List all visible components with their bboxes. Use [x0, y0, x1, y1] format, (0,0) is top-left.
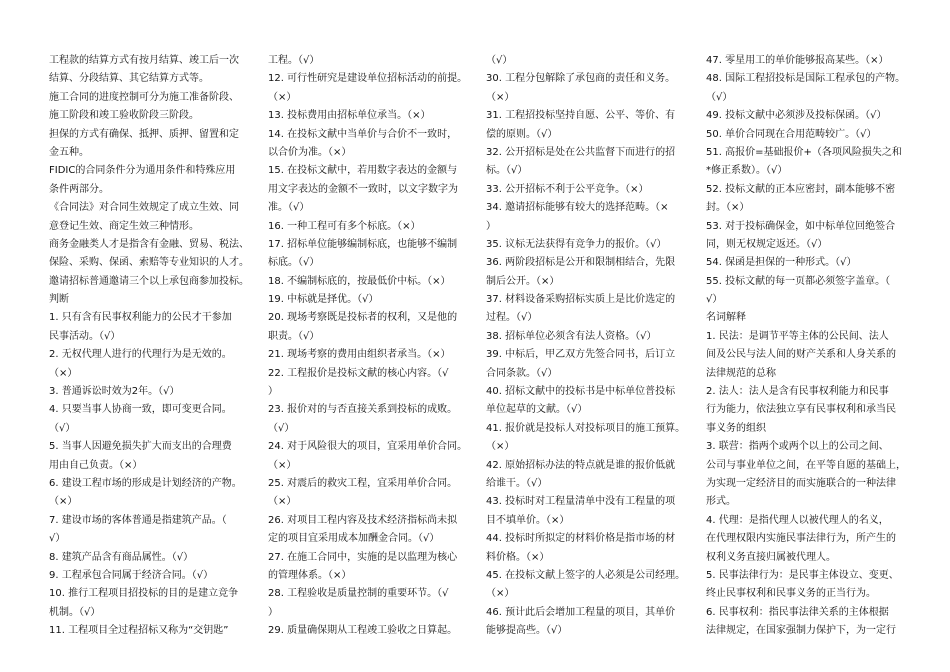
text-line: 在代理权限内实施民事法律行为，所产生的: [706, 533, 896, 545]
text-line: 1. 民法：是调节平等主体的公民间、法人: [706, 330, 889, 342]
text-line: √）: [49, 533, 66, 545]
text-line: 封。（×）: [706, 202, 750, 214]
text-line: 21. 现场考察的费用由组织者承当。（×）: [268, 349, 451, 361]
text-line: 1. 只有含有民事权利能力的公民才干参加: [49, 312, 232, 324]
text-line: 工程。（√）: [268, 55, 320, 66]
text-line: 目不填单价。（×）: [486, 514, 570, 526]
text-line: 3. 普通诉讼时效为2年。（√）: [49, 386, 180, 398]
text-line: 9. 工程承包合同属于经济合同。（√）: [49, 569, 214, 581]
text-line: 10. 推行工程项目招投标的目的是建立竞争: [49, 588, 239, 600]
text-column-2: [268, 52, 474, 641]
text-line: 间及公民与法人间的财产关系和人身关系的: [706, 349, 896, 361]
text-line: 意登记生效、商定生效三种情形。: [49, 220, 199, 232]
text-line: 施工合同的进度控制可分为施工准备阶段、: [49, 91, 239, 103]
text-line: 37. 材料设备采购招标实质上是比价选定的: [486, 294, 676, 306]
text-line: （×）: [486, 588, 515, 600]
text-line: 为实现一定经济目的而实施联合的一种法律: [706, 477, 896, 489]
text-line: *修正系数）。（√）: [706, 165, 788, 177]
text-line: 过程。（√）: [486, 312, 538, 324]
text-line: 标。（√）: [486, 165, 528, 177]
text-line: 给谁干。（√）: [486, 477, 548, 489]
text-line: 的管理体系。（×）: [268, 569, 352, 581]
text-line: 施工阶段和竣工验收阶段三阶段。: [49, 110, 199, 122]
text-line: 2. 法人：法人是含有民事权利能力和民事: [706, 386, 889, 398]
text-line: 11. 工程项目全过程招标又称为“交钥匙”: [49, 625, 229, 637]
text-column-4: [706, 52, 912, 641]
text-line: 商务金融类人才是指含有金融、贸易、税法、: [49, 238, 249, 250]
text-line: 27. 在施工合同中，实施的是以监理为核心: [268, 551, 458, 563]
text-line: 终止民事权利和民事义务的正当行为。: [706, 588, 876, 600]
text-line: 用文字表达的金额不一致时，以文字数字为: [268, 183, 458, 195]
text-line: 25. 对震后的救灾工程，宜采用单价合同。: [268, 477, 458, 489]
text-line: 结算、分段结算、其它结算方式等。: [49, 73, 209, 85]
text-line: 权利义务直接归属被代理人。: [706, 551, 836, 563]
text-line: 形式。: [706, 496, 736, 508]
text-line: 偿的原则。（√）: [486, 128, 558, 140]
text-line: 6. 建设工程市场的形成是计划经济的产物。: [49, 477, 242, 489]
text-column-3: [486, 52, 692, 641]
text-line: 单位起草的文献。（√）: [486, 404, 588, 416]
text-line: 49. 投标文献中必须涉及投标保函。（√）: [706, 110, 887, 122]
text-line: 24. 对于风险很大的项目，宜采用单价合同。: [268, 441, 468, 453]
text-line: （√）: [706, 91, 733, 103]
text-line: （√）: [486, 55, 513, 66]
text-line: 44. 投标时所拟定的材料价格是指市场的材: [486, 533, 676, 545]
text-line: 38. 招标单位必须含有法人资格。（√）: [486, 330, 657, 342]
text-line: 定的项目宜采用成本加酬金合同。（√）: [268, 533, 440, 545]
text-line: 48. 国际工程招投标是国际工程承包的产物。: [706, 73, 906, 85]
text-line: 45. 在投标文献上签字的人必须是公司经理。: [486, 569, 686, 581]
text-line: 15. 在投标文献中，若用数字表达的金额与: [268, 165, 458, 177]
text-line: 同，则无权规定返还。（√）: [706, 238, 828, 250]
text-line: 料价格。（×）: [486, 551, 550, 563]
text-line: 17. 招标单位能够编制标底，也能够不编制: [268, 238, 458, 250]
text-line: 机制。（√）: [49, 606, 101, 618]
text-line: 6. 民事权利：指民事法律关系的主体根据: [706, 606, 889, 618]
text-line: 用由自己负责。（×）: [49, 459, 143, 471]
text-line: 13. 投标费用由招标单位承当。（×）: [268, 110, 431, 122]
text-line: 法律规定，在国家强制力保护下，为一定行: [706, 625, 896, 637]
text-line: 54. 保函是担保的一种形式。（√）: [706, 257, 857, 269]
text-line: 26. 对项目工程内容及技术经济指标尚未拟: [268, 514, 458, 526]
text-line: （×）: [268, 91, 297, 103]
text-line: 3. 联营：指两个或两个以上的公司之间、: [706, 441, 889, 453]
text-line: 7. 建设市场的客体普通是指建筑产品。（: [49, 514, 227, 526]
text-line: 名词解释: [706, 312, 746, 324]
text-line: 14. 在投标文献中当单价与合价不一致时，: [268, 128, 458, 140]
text-line: （×）: [486, 441, 515, 453]
text-line: 工程款的结算方式有按月结算、竣工后一次: [49, 55, 239, 66]
text-line: 担保的方式有确保、抵押、质押、留置和定: [49, 128, 239, 140]
text-line: （×）: [49, 496, 78, 508]
text-line: 46. 预计此后会增加工程量的项目，其单价: [486, 606, 676, 618]
text-line: （×）: [49, 367, 78, 379]
text-line: 判断: [49, 294, 69, 306]
text-line: 41. 报价就是投标人对投标项目的施工预算。: [486, 422, 686, 434]
text-line: 保险、采购、保函、索赔等专业知识的人才。: [49, 257, 249, 269]
text-line: 28. 工程验收是质量控制的重要环节。（√: [268, 588, 449, 600]
text-line: 36. 两阶段招标是公开和限制相结合，先限: [486, 257, 676, 269]
text-line: 民事活动。（√）: [49, 330, 121, 342]
text-line: （×）: [268, 496, 297, 508]
text-line: （×）: [268, 459, 297, 471]
text-line: 8. 建筑产品含有商品属性。（√）: [49, 551, 194, 563]
text-line: 准。（√）: [268, 202, 310, 214]
text-line: 22. 工程报价是投标文献的核心内容。（√: [268, 367, 449, 379]
text-line: 18. 不编制标底的，按最低价中标。（×）: [268, 275, 451, 287]
text-line: 42. 原始招标办法的特点就是谁的报价低就: [486, 459, 676, 471]
text-line: 条件两部分。: [49, 183, 109, 195]
text-line: 47. 零星用工的单价能够报高某些。（×）: [706, 55, 889, 66]
text-line: 能够提高些。（√）: [486, 625, 568, 637]
text-line: 事义务的组织: [706, 422, 766, 434]
text-line: ）: [268, 386, 278, 398]
text-line: 行为能力，依法独立享有民事权利和承当民: [706, 404, 896, 416]
text-line: 51. 高报价=基础报价+（各项风险损失之和: [706, 146, 902, 158]
text-line: 39. 中标后，甲乙双方先签合同书，后订立: [486, 349, 676, 361]
text-line: 34. 邀请招标能够有较大的选择范畴。（×: [486, 202, 669, 214]
text-line: 31. 工程招投标坚持自愿、公平、等价、有: [486, 110, 676, 122]
text-line: 33. 公开招标不利于公平竞争。（×）: [486, 183, 649, 195]
text-line: 4. 只要当事人协商一致，即可变更合同。: [49, 404, 232, 416]
text-line: 邀请招标普通邀请三个以上承包商参加投标。: [49, 275, 249, 287]
text-line: 52. 投标文献的正本应密封，副本能够不密: [706, 183, 896, 195]
text-line: 16. 一种工程可有多个标底。（×）: [268, 220, 421, 232]
text-line: ）: [268, 606, 278, 618]
text-line: 50. 单价合同现在合用范畴较广。（√）: [706, 128, 877, 140]
text-line: 2. 无权代理人进行的代理行为是无效的。: [49, 349, 232, 361]
text-line: 金五种。: [49, 146, 89, 158]
text-line: （√）: [49, 422, 76, 434]
text-line: 5. 民事法律行为：是民事主体设立、变更、: [706, 569, 899, 581]
text-line: 12. 可行性研究是建设单位招标活动的前提。: [268, 73, 468, 85]
text-line: 53. 对于投标确保金，如中标单位回绝签合: [706, 220, 896, 232]
text-line: FIDIC的合同条件分为通用条件和特殊应用: [49, 165, 236, 177]
text-line: 合同条款。（√）: [486, 367, 558, 379]
text-line: 法律规范的总称: [706, 367, 776, 379]
text-line: 《合同法》对合同生效规定了成立生效、同: [49, 202, 239, 214]
text-column-1: [49, 52, 255, 641]
text-line: 32. 公开招标是处在公共监督下而进行的招: [486, 146, 676, 158]
text-line: 20. 现场考察既是投标者的权利，又是他的: [268, 312, 458, 324]
text-line: 29. 质量确保期从工程竣工验收之日算起。: [268, 625, 458, 637]
text-line: 30. 工程分包解除了承包商的责任和义务。: [486, 73, 676, 85]
text-line: 制后公开。（×）: [486, 275, 560, 287]
text-line: 55. 投标文献的每一页都必须签字盖章。（: [706, 275, 891, 287]
text-line: （×）: [486, 91, 515, 103]
text-line: 43. 投标时对工程量清单中没有工程量的项: [486, 496, 676, 508]
text-line: ）: [486, 220, 496, 232]
text-line: 公司与事业单位之间，在平等自愿的基础上，: [706, 459, 906, 471]
text-line: 以合价为准。（×）: [268, 146, 352, 158]
text-line: √）: [706, 294, 723, 306]
text-line: 19. 中标就是择优。（√）: [268, 294, 379, 306]
text-line: 标底。（√）: [268, 257, 320, 269]
text-line: 40. 招标文献中的投标书是中标单位普投标: [486, 386, 676, 398]
text-line: 23. 报价对的与否直接关系到投标的成败。: [268, 404, 458, 416]
text-line: 职责。（√）: [268, 330, 320, 342]
text-line: 5. 当事人因避免损失扩大而支出的合理费: [49, 441, 232, 453]
text-line: 4. 代理：是指代理人以被代理人的名义，: [706, 514, 889, 526]
text-line: （√）: [268, 422, 295, 434]
text-line: 35. 议标无法获得有竞争力的报价。（√）: [486, 238, 667, 250]
